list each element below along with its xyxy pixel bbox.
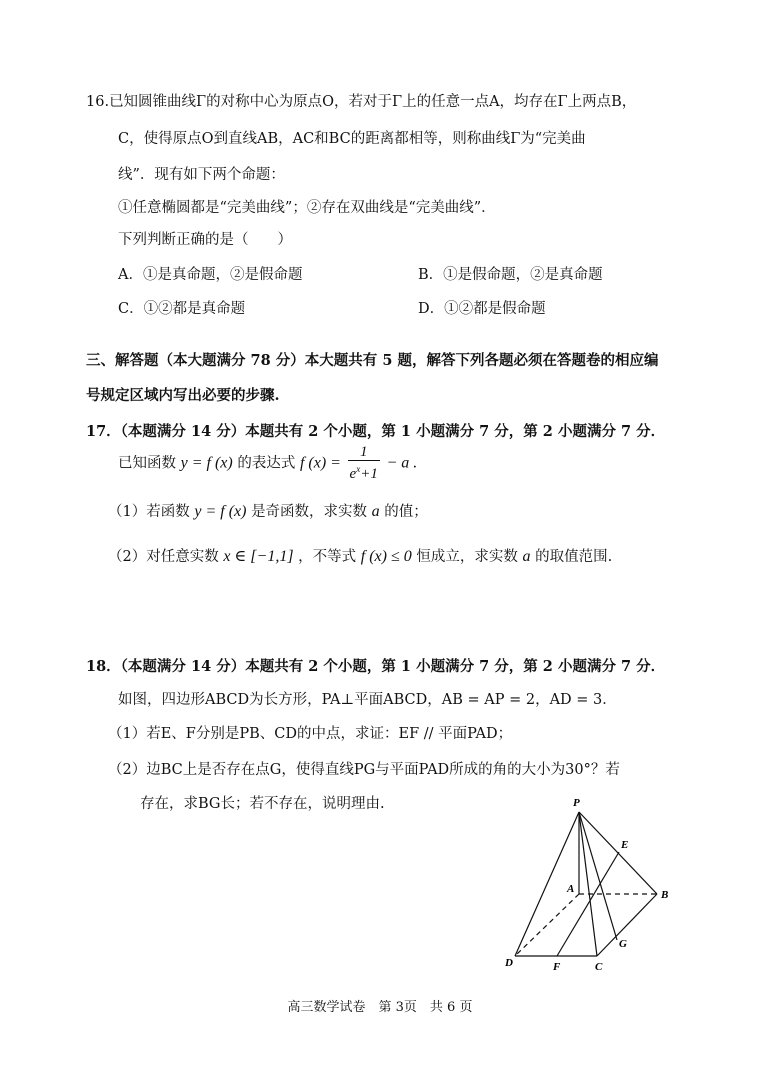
q16-line3: 线”．现有如下两个命题： bbox=[118, 167, 285, 183]
q17-part2-inequality: f (x) ≤ 0 bbox=[360, 548, 412, 565]
q17-part1 bbox=[108, 500, 428, 521]
q16-line5: 下列判断正确的是（ ） bbox=[118, 232, 292, 248]
q17-part2 bbox=[108, 545, 612, 566]
q17-part1-text-2: 是奇函数，求实数 bbox=[251, 504, 368, 520]
q17-den-tail: +1 bbox=[360, 466, 378, 482]
q17-part1-function: y = f (x) bbox=[194, 503, 247, 520]
section3-line2: 号规定区域内写出必要的步骤. bbox=[86, 387, 280, 404]
q18-intro: 如图，四边形ABCD为长方形，PA⊥平面ABCD，AB = AP = 2，AD = 3． bbox=[118, 692, 617, 708]
q16-number: 16. bbox=[86, 94, 110, 110]
q17-den-base: e bbox=[349, 466, 357, 482]
q16-line1 bbox=[86, 90, 636, 111]
q16-option-d: D．①②都是假命题 bbox=[418, 301, 546, 317]
q17-intro-text: 已知函数 bbox=[118, 455, 176, 472]
q17-den-exp: x bbox=[356, 464, 361, 474]
edge-EF bbox=[557, 852, 619, 956]
q17-tail: − a . bbox=[386, 454, 418, 472]
q17-part1-text: （1）若函数 bbox=[108, 504, 190, 520]
label-A: A bbox=[567, 883, 575, 895]
q16-option-c: C．①②都是真命题 bbox=[118, 301, 246, 317]
q17-function: y = f (x) bbox=[180, 454, 233, 472]
q16-text-line1: 已知圆锥曲线Γ的对称中心为原点O，若对于Γ上的任意一点A，均存在Γ上两点B， bbox=[109, 94, 637, 110]
q18-part2-line2: 存在，求BG长；若不存在，说明理由. bbox=[140, 796, 385, 812]
q17-intro bbox=[118, 444, 417, 483]
q17-intro-text-2: 的表达式 bbox=[237, 455, 296, 472]
label-G: G bbox=[619, 938, 627, 950]
q18-part1: （1）若E、F分别是PB、CD的中点，求证：EF // 平面PAD； bbox=[108, 726, 513, 742]
label-B: B bbox=[661, 889, 669, 901]
label-P: P bbox=[573, 797, 580, 809]
q18-part2-line1: （2）边BC上是否存在点G，使得直线PG与平面PAD所成的角的大小为30°？若 bbox=[108, 762, 620, 778]
label-C: C bbox=[595, 961, 603, 973]
q16-option-a: A．①是真命题，②是假命题 bbox=[118, 267, 303, 283]
q17-fx: f (x) = bbox=[299, 454, 341, 472]
label-E: E bbox=[621, 839, 629, 851]
q17-part1-text-3: 的值； bbox=[384, 504, 428, 520]
q17-part1-var: a bbox=[371, 503, 380, 520]
label-D: D bbox=[505, 957, 513, 969]
q16-line4: ①任意椭圆都是“完美曲线”；②存在双曲线是“完美曲线”． bbox=[118, 200, 496, 216]
q16-option-b: B．①是假命题，②是真命题 bbox=[418, 267, 603, 283]
q17-fraction-numerator: 1 bbox=[359, 444, 368, 460]
q17-part2-text-2: ，不等式 bbox=[298, 549, 357, 565]
edge-PC bbox=[579, 812, 597, 956]
q17-part2-text: （2）对任意实数 bbox=[108, 549, 219, 565]
section3-line1: 三、解答题（本大题满分 78 分）本大题共有 5 题，解答下列各题必须在答题卷的相应编 bbox=[86, 352, 659, 369]
q17-part2-text-3: 恒成立，求实数 bbox=[416, 549, 518, 565]
label-F: F bbox=[553, 961, 561, 973]
edge-AD-dashed bbox=[515, 894, 579, 956]
q17-part2-var: a bbox=[522, 548, 531, 565]
q17-part2-set: x ∈ [−1,1] bbox=[223, 548, 294, 565]
q18-header: 18．（本题满分 14 分）本题共有 2 个小题，第 1 小题满分 7 分，第 2 小题满分 7 分． bbox=[86, 658, 666, 675]
q17-fraction bbox=[348, 444, 380, 483]
q17-header: 17．（本题满分 14 分）本题共有 2 个小题，第 1 小题满分 7 分，第 2 小题满分 7 分． bbox=[86, 423, 666, 440]
q16-line2: C，使得原点O到直线AB，AC和BC的距离都相等，则称曲线Γ为“完美曲 bbox=[118, 131, 586, 147]
q17-fraction-denominator bbox=[348, 460, 380, 483]
pyramid-figure bbox=[495, 790, 695, 980]
page-footer: 高三数学试卷 第 3页 共 6 页 bbox=[287, 1000, 473, 1015]
q17-part2-text-4: 的取值范围. bbox=[535, 549, 613, 565]
